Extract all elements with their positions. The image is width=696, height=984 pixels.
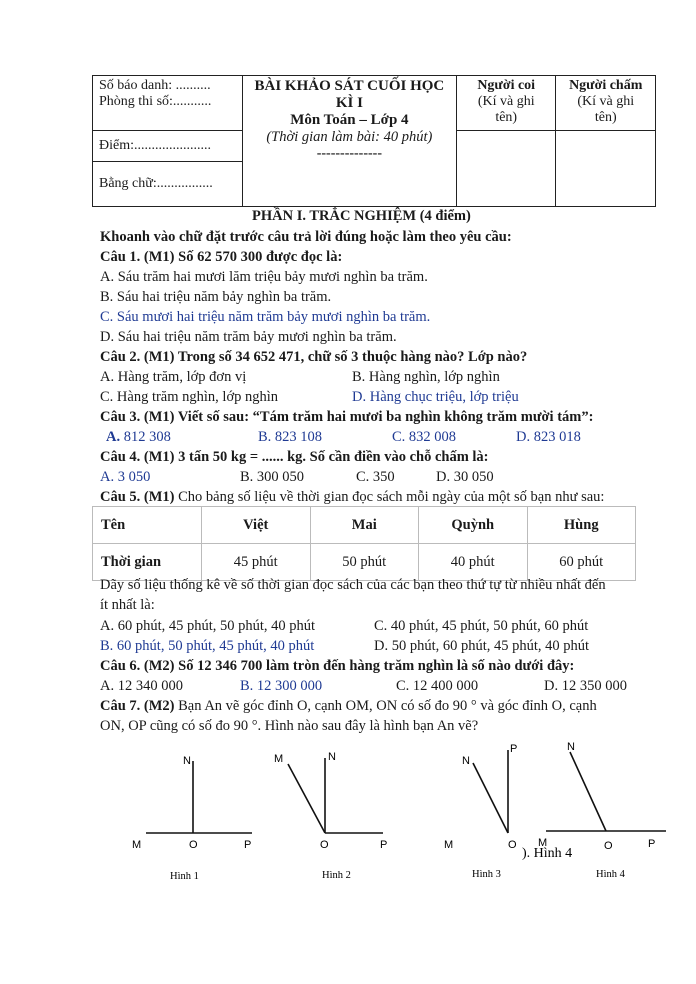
nguoi-cham-note2: tên) [594,110,617,125]
exam-duration: (Thời gian làm bài: 40 phút) [266,129,433,145]
q6-option-d[interactable]: D. 12 350 000 [544,678,627,694]
q4-option-d[interactable]: D. 30 050 [436,469,494,485]
table-cell: 40 phút [419,544,528,581]
figure-3[interactable] [444,743,517,880]
figure-3-label-p: P [510,743,518,755]
q7-label: Câu 7. (M2) [100,698,175,714]
figure-2-label-p: P [380,839,388,851]
q3-option-a-letter: A. [106,429,121,445]
figure-3-label-m: M [444,839,454,851]
so-bao-danh: Số báo danh: .......... [99,78,211,93]
q3-option-c[interactable]: C. 832 008 [392,429,457,445]
q1-option-d[interactable]: D. Sáu hai triệu năm trăm bảy mươi nghìn ba trăm. [100,329,397,345]
nguoi-coi-note1: (Kí và ghi [477,94,535,109]
table-cell: 45 phút [202,544,311,581]
q2-option-d[interactable]: D. Hàng chục triệu, lớp triệu [352,389,519,405]
q1-option-b[interactable]: B. Sáu hai triệu năm bảy nghìn ba trăm. [100,289,332,305]
figure-4-label-p: P [648,838,656,850]
exam-title-line2: KÌ I [335,95,363,111]
table-header-quynh: Quỳnh [419,507,528,544]
q2-option-c[interactable]: C. Hàng trăm nghìn, lớp nghìn [100,389,279,405]
figure-2-caption: Hình 2 [322,870,351,881]
q6-option-b[interactable]: B. 12 300 000 [240,678,323,694]
q6-question: Câu 6. (M2) Số 12 346 700 làm tròn đến hàng trăm nghìn là số nào dưới đây: [100,658,575,674]
nguoi-coi-note2: tên) [495,110,518,125]
table-header-ten: Tên [93,507,202,544]
figure-2-label-m: M [274,753,284,765]
q3-question: Câu 3. (M1) Viết số sau: “Tám trăm hai mươi ba nghìn không trăm mười tám”: [100,409,594,425]
table-cell: 60 phút [527,544,636,581]
phong-thi: Phòng thi số:........... [99,94,212,109]
part1-title: PHẦN I. TRẮC NGHIỆM (4 điểm) [252,208,471,224]
figure-1-label-o: O [189,839,198,851]
q4-option-c[interactable]: C. 350 [356,469,395,485]
nguoi-cham-note1: (Kí và ghi [577,94,635,109]
q4-question: Câu 4. (M1) 3 tấn 50 kg = ...... kg. Số cần điền vào chỗ chấm là: [100,449,489,465]
q5-option-a[interactable]: A. 60 phút, 45 phút, 50 phút, 40 phút [100,618,316,634]
figure-4-label-m: M [538,837,548,849]
table-header-hung: Hùng [527,507,636,544]
q6-option-c[interactable]: C. 12 400 000 [396,678,479,694]
q7-question-line2: ON, OP cũng có số đo 90 °. Hình nào sau đây là hình bạn An vẽ? [100,718,479,734]
q2-option-b[interactable]: B. Hàng nghìn, lớp nghìn [352,369,500,385]
exam-title-line1: BÀI KHẢO SÁT CUỐI HỌC [254,78,445,94]
figure-4-caption: Hình 4 [596,869,625,880]
figure-1-label-n: N [183,755,191,767]
q3-option-a-value: 812 308 [120,429,171,445]
q5-option-b[interactable]: B. 60 phút, 50 phút, 45 phút, 40 phút [100,638,315,654]
figure-3-label-n: N [462,755,470,767]
figure-3-label-o: O [508,839,517,851]
figure-4-label-o: O [604,840,613,852]
table-cell: 50 phút [310,544,419,581]
figure-2-label-o: O [320,839,329,851]
diem-label: Điểm:...................... [99,138,211,153]
q2-option-a[interactable]: A. Hàng trăm, lớp đơn vị [100,369,247,385]
q7-text1: Bạn An vẽ góc đỉnh O, cạnh OM, ON có số đo 90 ° và góc đỉnh O, cạnh [174,698,597,714]
q5-label: Câu 5. (M1) [100,489,175,505]
instruction: Khoanh vào chữ đặt trước câu trả lời đúng hoặc làm theo yêu cầu: [100,229,512,245]
figure-4-overlay-label: ). Hình 4 [522,846,573,861]
title-dashes: -------------- [316,146,382,161]
q5-text: Cho bảng số liệu về thời gian đọc sách mỗi ngày của một số bạn như sau: [174,489,605,505]
q1-option-c[interactable]: C. Sáu mươi hai triệu năm trăm bảy mươi nghìn ba trăm. [100,309,431,325]
q5-stem-line2: ít nhất là: [100,597,155,613]
q3-option-d[interactable]: D. 823 018 [516,429,581,445]
q1-option-a[interactable]: A. Sáu trăm hai mươi lăm triệu bảy mươi nghìn ba trăm. [100,269,428,285]
figure-2-label-n: N [328,751,336,763]
q5-option-d[interactable]: D. 50 phút, 60 phút, 45 phút, 40 phút [374,638,590,654]
figure-1-label-p: P [244,839,252,851]
q5-option-c[interactable]: C. 40 phút, 45 phút, 50 phút, 60 phút [374,618,589,634]
nguoi-cham-title: Người chấm [569,78,643,93]
q4-option-a[interactable]: A. 3 050 [100,469,151,485]
q5-stem-line1: Dãy số liệu thống kê về số thời gian đọc sách của các bạn theo thứ tự từ nhiều nhất đến [100,577,606,593]
figure-4-line-on [570,752,606,831]
figure-3-line-on [473,763,508,833]
table-header-mai: Mai [310,507,419,544]
figure-1[interactable] [132,755,252,882]
exam-subject: Môn Toán – Lớp 4 [290,112,409,128]
q3-option-b[interactable]: B. 823 108 [258,429,323,445]
bang-chu-label: Bằng chữ:................ [99,176,213,191]
q6-option-a[interactable]: A. 12 340 000 [100,678,183,694]
q4-option-b[interactable]: B. 300 050 [240,469,305,485]
q2-question: Câu 2. (M1) Trong số 34 652 471, chữ số 3 thuộc hàng nào? Lớp nào? [100,349,528,365]
table-cell-thoi-gian: Thời gian [93,544,202,581]
nguoi-coi-title: Người coi [477,78,536,93]
q1-question: Câu 1. (M1) Số 62 570 300 được đọc là: [100,249,343,265]
figure-1-caption: Hình 1 [170,871,199,882]
figure-4-label-n: N [567,741,575,753]
figure-2-line-om [288,764,325,833]
figure-3-caption: Hình 3 [472,869,501,880]
figure-2[interactable] [274,751,387,881]
figure-4[interactable] [522,741,666,880]
table-header-viet: Việt [202,507,311,544]
figure-1-label-m: M [132,839,142,851]
